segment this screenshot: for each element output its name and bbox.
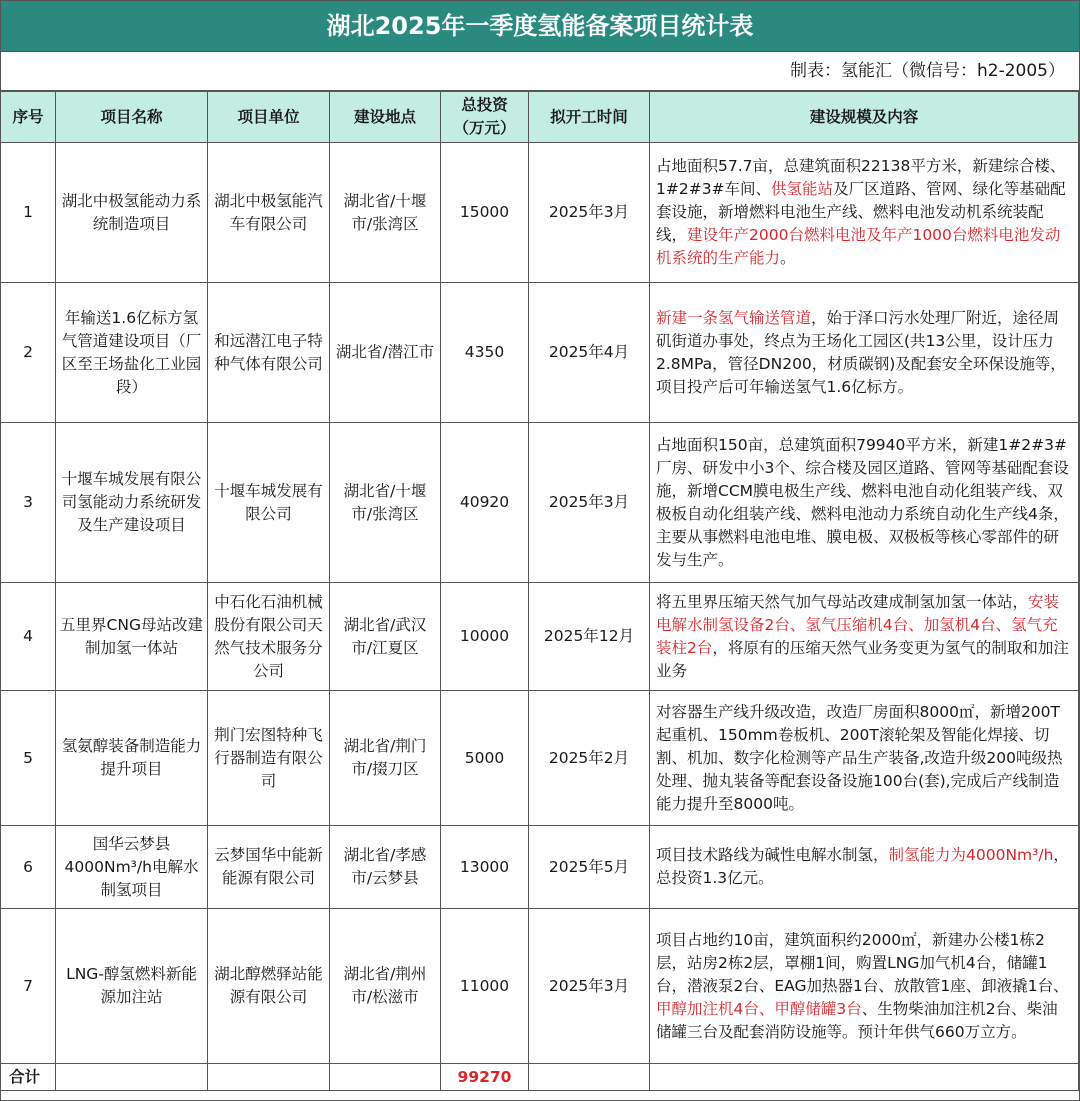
highlight-text: 制氢能力为4000Nm³/h (888, 846, 1054, 864)
header-row (1, 92, 1079, 143)
table-body (1, 143, 1079, 1064)
row-location: 湖北省/十堰市/张湾区 (330, 423, 441, 583)
row-project-unit: 荆门宏图特种飞行器制造有限公司 (208, 691, 330, 826)
table-row (1, 691, 1079, 826)
row-start-time: 2025年3月 (529, 143, 650, 283)
table-row (1, 583, 1079, 691)
row-project-name: 氢氨醇装备制造能力提升项目 (56, 691, 208, 826)
row-location: 湖北省/潜江市 (330, 283, 441, 423)
row-location: 湖北省/十堰市/张湾区 (330, 143, 441, 283)
description-text: 将五里界压缩天然气加气母站改建成制氢加氢一体站， (656, 592, 1029, 611)
row-investment: 4350 (441, 283, 529, 423)
header-name: 项目名称 (56, 92, 208, 143)
description-text: 占地面积150亩，总建筑面积79940平方米，新建1#2#3#厂房、研发中小3个、综合楼及园区道路、管网等基础配套设施，新增CCM膜电极生产线、燃料电池自动化组装产线、双极板自动化组装产线、燃料电池动力系统自动化生产线4条，主要从事燃料电池电堆、膜电极、双极板等核心零部件的研发与生产。 (656, 435, 1069, 569)
table-maker-credit: 制表：氢能汇（微信号：h2-2005） (1, 52, 1079, 91)
highlight-text: 甲醇加注机4台、甲醇储罐3台 (656, 999, 862, 1018)
row-start-time: 2025年12月 (529, 583, 650, 691)
projects-table (0, 91, 1079, 1091)
row-project-name: 湖北中极氢能动力系统制造项目 (56, 143, 208, 283)
row-investment: 13000 (441, 826, 529, 909)
total-empty-cell (56, 1064, 208, 1091)
row-start-time: 2025年4月 (529, 283, 650, 423)
total-empty-cell (208, 1064, 330, 1091)
highlight-text: 安装电解水制氢设备2台、氢气压缩机4台、加氢机4台、氢气充装柱2台 (656, 592, 1060, 657)
description-text: 。 (780, 249, 796, 267)
total-row (1, 1064, 1079, 1091)
description-text: 项目占地约10亩，建筑面积约2000㎡，新建办公楼1栋2层，站房2栋2层，罩棚1间，购置LNG加气机4台，储罐1台，潜液泵2台、EAG加热器1台、放散管1座、卸液撬1台、 (656, 930, 1069, 995)
table-row (1, 909, 1079, 1064)
table-row (1, 826, 1079, 909)
row-start-time: 2025年3月 (529, 423, 650, 583)
row-scale-description (650, 826, 1079, 909)
row-project-unit: 云梦国华中能新能源有限公司 (208, 826, 330, 909)
header-unit: 项目单位 (208, 92, 330, 143)
row-no: 1 (1, 143, 56, 283)
row-location: 湖北省/荆州市/松滋市 (330, 909, 441, 1064)
row-no: 7 (1, 909, 56, 1064)
highlight-text: 建设年产2000台燃料电池及年产1000台燃料电池发动机系统的生产能力 (656, 226, 1061, 267)
row-scale-description (650, 909, 1079, 1064)
description-text: ，始于泽口污水处理厂附近，途径周矶街道办事处，终点为王场化工园区(共13公里，设计压力2.8MPa，管径DN200，材质碳钢)及配套安全环保设施等，项目投产后可年输送氢气1.6亿标方。 (656, 308, 1066, 396)
row-project-unit: 湖北醇燃驿站能源有限公司 (208, 909, 330, 1064)
description-text: 项目技术路线为碱性电解水制氢， (656, 846, 889, 864)
row-no: 6 (1, 826, 56, 909)
header-investment-line2: （万元） (453, 119, 516, 137)
row-investment: 40920 (441, 423, 529, 583)
row-no: 4 (1, 583, 56, 691)
table-row (1, 423, 1079, 583)
highlight-text: 新建一条氢气输送管道 (656, 308, 812, 327)
row-project-name: 五里界CNG母站改建制加氢一体站 (56, 583, 208, 691)
row-investment: 11000 (441, 909, 529, 1064)
row-project-unit: 十堰车城发展有限公司 (208, 423, 330, 583)
description-text: ，将原有的压缩天然气业务变更为氢气的制取和加注业务 (656, 638, 1069, 680)
description-text: 、生物柴油加注机2台、柴油储罐三台及配套消防设施等。预计年供气660万立方。 (656, 999, 1058, 1041)
total-label: 合计 (1, 1064, 56, 1091)
row-project-unit: 中石化石油机械股份有限公司天然气技术服务分公司 (208, 583, 330, 691)
row-project-unit: 和远潜江电子特种气体有限公司 (208, 283, 330, 423)
row-start-time: 2025年3月 (529, 909, 650, 1064)
header-investment (441, 92, 529, 143)
row-investment: 15000 (441, 143, 529, 283)
row-no: 2 (1, 283, 56, 423)
row-start-time: 2025年2月 (529, 691, 650, 826)
row-scale-description (650, 143, 1079, 283)
total-empty-cell (330, 1064, 441, 1091)
header-location: 建设地点 (330, 92, 441, 143)
row-no: 3 (1, 423, 56, 583)
row-investment: 10000 (441, 583, 529, 691)
description-text: 占地面积57.7亩，总建筑面积22138平方米，新建综合楼、1#2#3#车间、 (656, 157, 1066, 198)
row-location: 湖北省/孝感市/云梦县 (330, 826, 441, 909)
row-start-time: 2025年5月 (529, 826, 650, 909)
total-empty-cell (650, 1064, 1079, 1091)
row-location: 湖北省/荆门市/掇刀区 (330, 691, 441, 826)
description-text: 及厂区道路、管网、绿化等基础配套设施，新增燃料电池生产线、燃料电池发动机系统装配线， (656, 180, 1066, 244)
description-text: ，总投资1.3亿元。 (656, 846, 1069, 887)
header-investment-line1: 总投资 (461, 96, 508, 114)
row-project-name: LNG-醇氢燃料新能源加注站 (56, 909, 208, 1064)
row-project-name: 年输送1.6亿标方氢气管道建设项目（厂区至王场盐化工业园段） (56, 283, 208, 423)
highlight-text: 供氢能站 (771, 180, 834, 198)
row-scale-description (650, 423, 1079, 583)
total-empty-cell (529, 1064, 650, 1091)
header-scale: 建设规模及内容 (650, 92, 1079, 143)
row-project-unit: 湖北中极氢能汽车有限公司 (208, 143, 330, 283)
description-text: 对容器生产线升级改造，改造厂房面积8000㎡，新增200T起重机、150mm卷板机、200T滚轮架及智能化焊接、切割、机加、数字化检测等产品生产装备,改造升级200吨级热处理、抛丸装备等配套设备设施100台(套),完成后产线制造能力提升至8000吨。 (656, 702, 1063, 813)
row-no: 5 (1, 691, 56, 826)
total-investment: 99270 (441, 1064, 529, 1091)
row-location: 湖北省/武汉市/江夏区 (330, 583, 441, 691)
row-scale-description (650, 691, 1079, 826)
row-investment: 5000 (441, 691, 529, 826)
row-scale-description (650, 583, 1079, 691)
row-scale-description (650, 283, 1079, 423)
header-start: 拟开工时间 (529, 92, 650, 143)
row-project-name: 十堰车城发展有限公司氢能动力系统研发及生产建设项目 (56, 423, 208, 583)
header-no: 序号 (1, 92, 56, 143)
table-row (1, 283, 1079, 423)
row-project-name: 国华云梦县4000Nm³/h电解水制氢项目 (56, 826, 208, 909)
table-title: 湖北2025年一季度氢能备案项目统计表 (1, 1, 1079, 52)
table-row (1, 143, 1079, 283)
